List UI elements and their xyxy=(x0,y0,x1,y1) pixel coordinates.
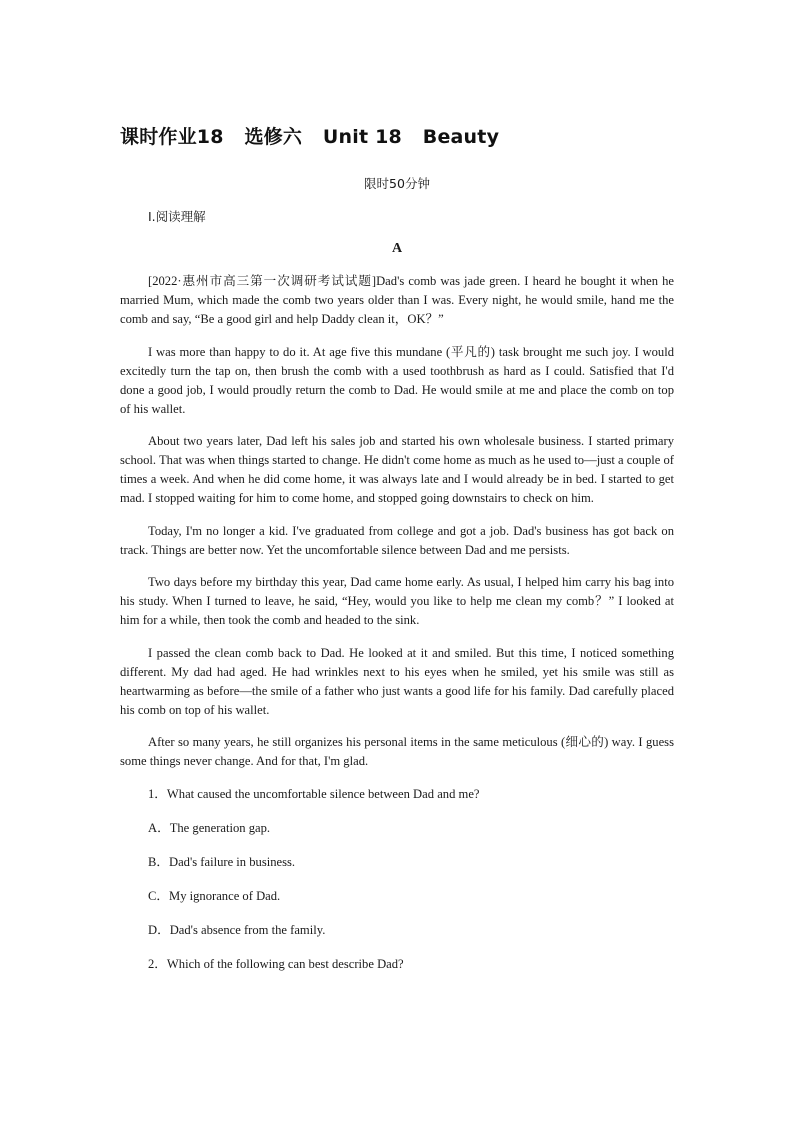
paragraph: I passed the clean comb back to Dad. He looked at it and smiled. But this time, I noticed something different. My dad had aged. He had wrinkles next to his eyes when he smiled, yet his smile was still as heartwarming as before—the smile of a father who just wants a good life for his family. Dad carefully placed his comb on top of his wallet. xyxy=(120,645,674,717)
answer-option: C．My ignorance of Dad. xyxy=(148,888,281,903)
passage-body xyxy=(120,272,674,989)
title-module: 选修六 xyxy=(244,126,303,148)
answer-option: A．The generation gap. xyxy=(148,820,271,835)
answer-option: D．Dad's absence from the family. xyxy=(148,922,326,937)
time-limit: 限时50分钟 xyxy=(364,176,430,191)
title-lesson: 课时作业18 xyxy=(120,126,224,148)
paragraph: About two years later, Dad left his sales job and started his own wholesale business. I started primary school. That was when things started to change. He didn't come home as much as he used to—just a couple of times a week. And when he did come home, it was always late and I would already be in bed. I started to get mad. I stopped waiting for him to come home, and stopped going downstairs to check on him. xyxy=(120,434,674,505)
paragraph: [2022·惠州市高三第一次调研考试试题]Dad's comb was jade green. I heard he bought it when he married Mum, which made the comb two years older than I was. Every night, he would smile, hand me the comb and say, “Be a good girl and help Daddy clean it，OK？” xyxy=(120,274,674,326)
passage-label: A xyxy=(391,241,403,256)
question-stem: 2．Which of the following can best describe Dad? xyxy=(148,956,404,971)
title-unit: Unit 18 xyxy=(322,126,402,148)
answer-option: B．Dad's failure in business. xyxy=(148,854,296,869)
paragraph: Today, I'm no longer a kid. I've graduated from college and got a job. Dad's business has got back on track. Things are better now. Yet the uncomfortable silence between Dad and me persists. xyxy=(120,523,674,557)
paragraph: Two days before my birthday this year, Dad came home early. As usual, I helped him carry his bag into his study. When I turned to leave, he said, “Hey, would you like to help me clean my comb？” I looked at him for a while, then took the comb and headed to the sink. xyxy=(120,575,674,627)
paragraph: I was more than happy to do it. At age five this mundane (平凡的) task brought me such joy. I would excitedly turn the tap on, then brush the comb with a used toothbrush as hard as I could. Satisfied that I'd done a good job, I would proudly return the comb to Dad. He would smile at me and place the comb on top of his wallet. xyxy=(120,344,674,416)
question-stem: 1．What caused the uncomfortable silence between Dad and me? xyxy=(148,786,480,801)
page-title xyxy=(120,122,513,149)
section-heading: Ⅰ.阅读理解 xyxy=(148,209,206,224)
title-topic: Beauty xyxy=(422,126,500,148)
paragraph: After so many years, he still organizes his personal items in the same meticulous (细心的) way. I guess some things never change. And for that, I'm glad. xyxy=(120,735,674,768)
